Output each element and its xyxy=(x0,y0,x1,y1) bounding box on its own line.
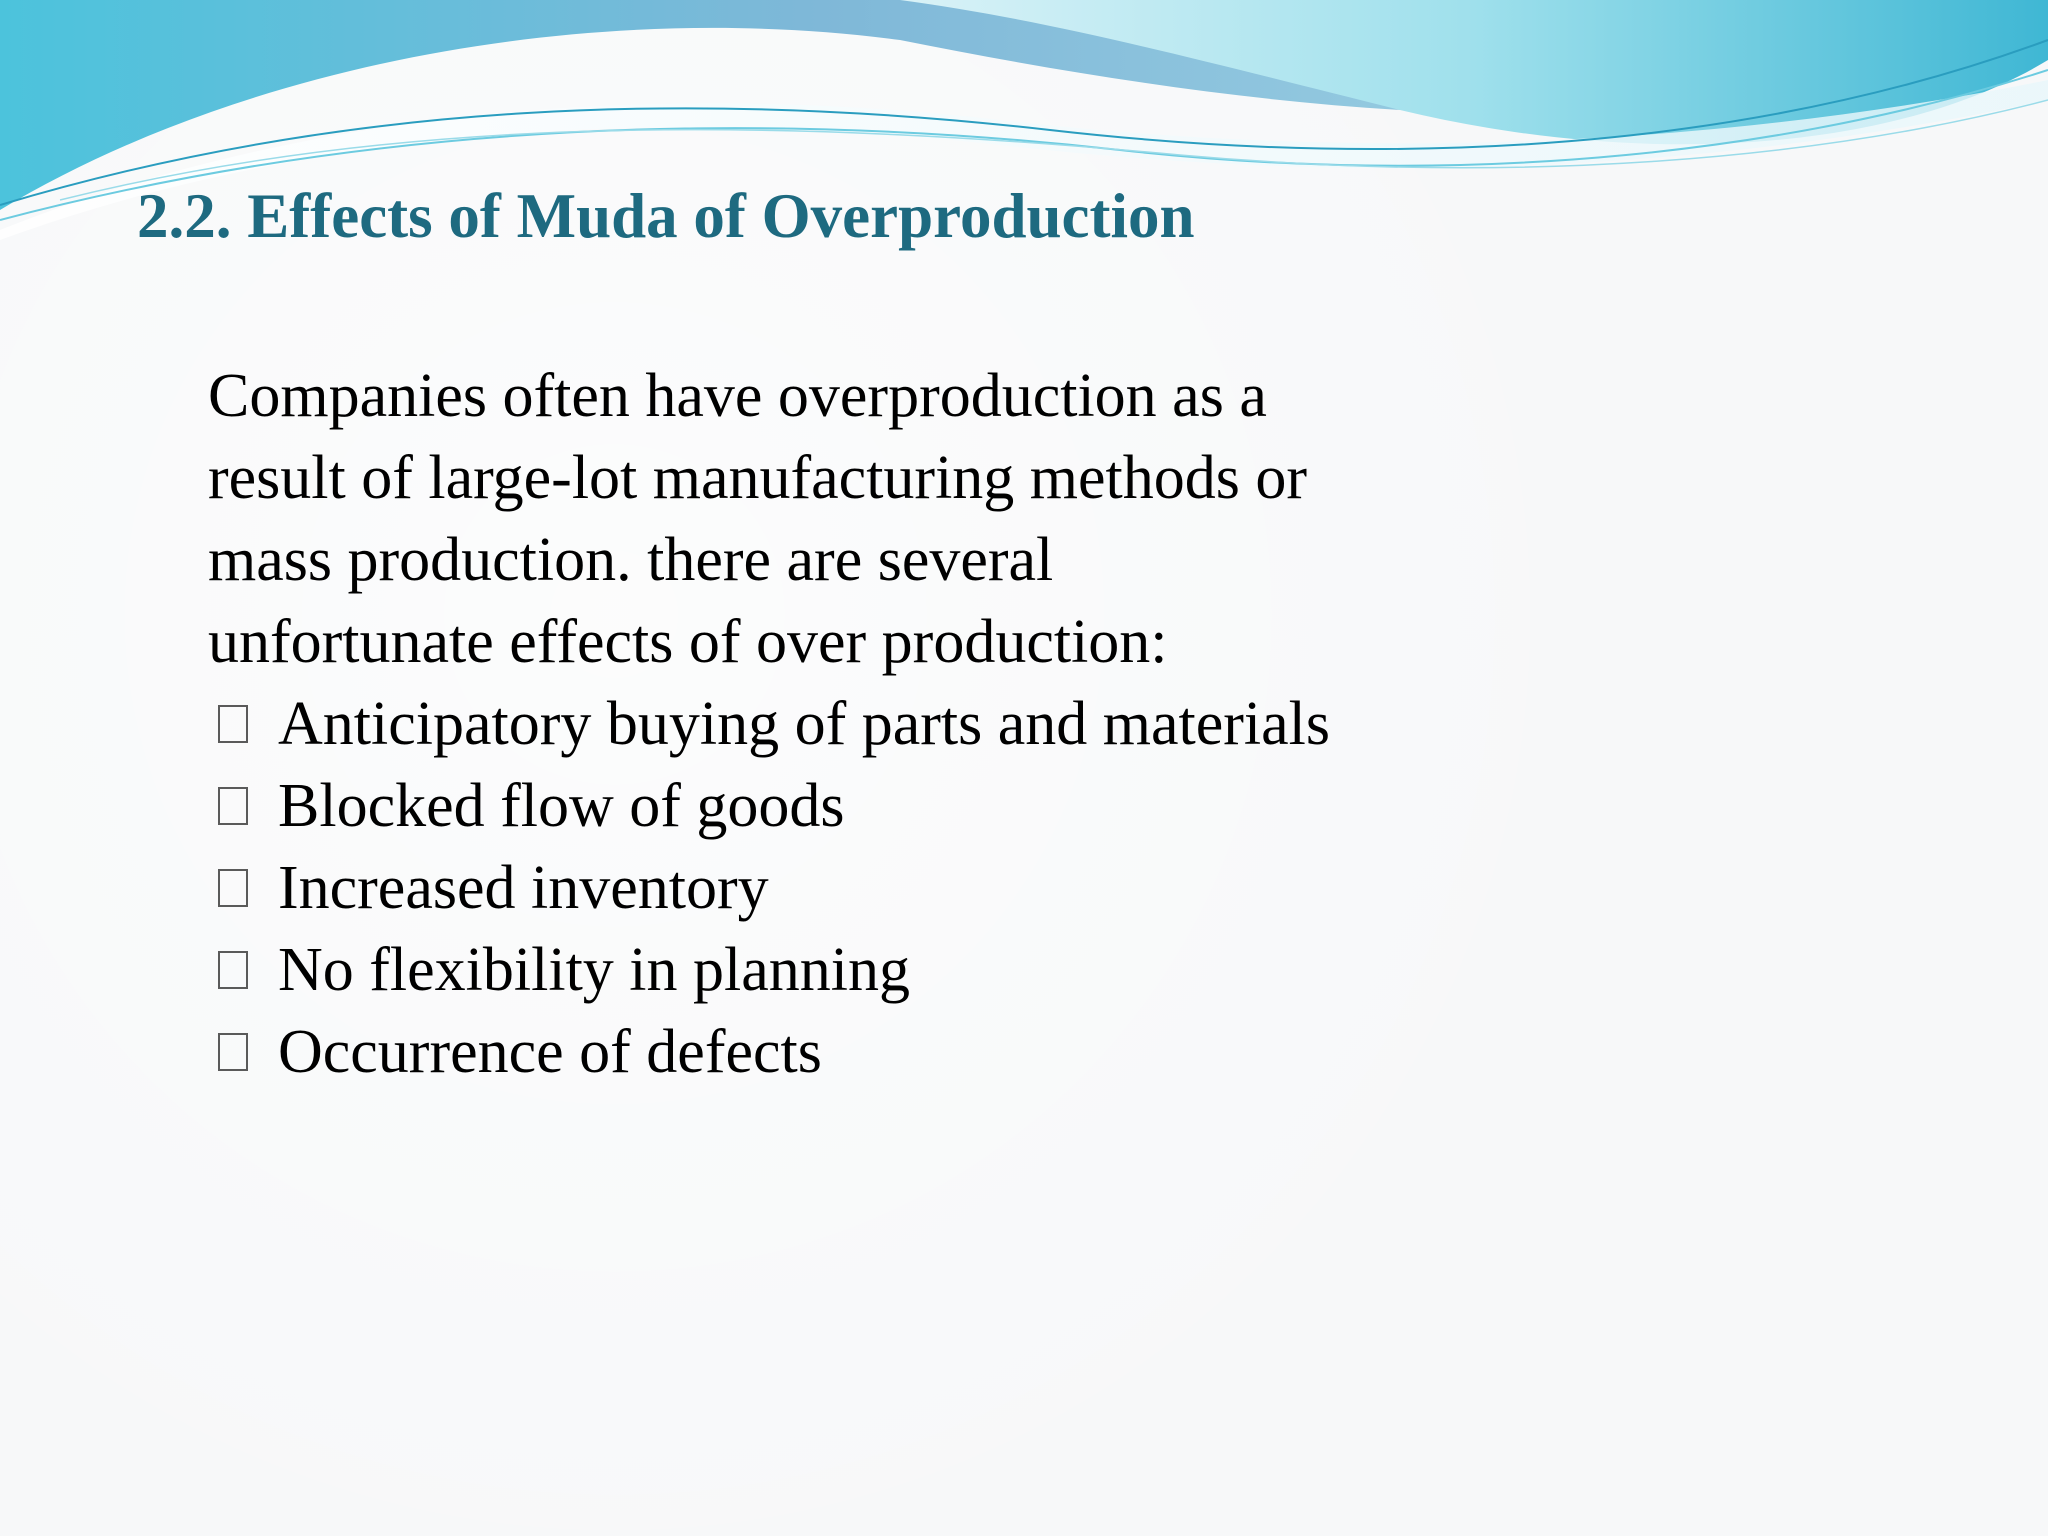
empty-square-bullet-icon xyxy=(218,869,248,907)
bullet-text: Increased inventory xyxy=(278,854,769,922)
empty-square-bullet-icon xyxy=(218,705,248,743)
slide-title: 2.2. Effects of Muda of Overproduction xyxy=(137,181,1195,251)
bullet-text: No flexibility in planning xyxy=(278,936,910,1004)
intro-line: result of large-lot manufacturing methods or xyxy=(208,444,1308,512)
bullet-text: Occurrence of defects xyxy=(278,1018,822,1086)
empty-square-bullet-icon xyxy=(218,787,248,825)
intro-line: unfortunate effects of over production: xyxy=(208,608,1168,676)
effects-bullet-list xyxy=(208,683,1508,1093)
bullet-item xyxy=(208,847,1508,929)
slide-body xyxy=(208,355,1508,1093)
bullet-item xyxy=(208,765,1508,847)
bullet-item xyxy=(208,929,1508,1011)
intro-paragraph xyxy=(208,355,1508,683)
bullet-text: Anticipatory buying of parts and materials xyxy=(278,690,1331,758)
empty-square-bullet-icon xyxy=(218,1033,248,1071)
bullet-text: Blocked flow of goods xyxy=(278,772,845,840)
intro-line: mass production. there are several xyxy=(208,526,1054,594)
bullet-item xyxy=(208,683,1508,765)
intro-line: Companies often have overproduction as a xyxy=(208,362,1267,430)
empty-square-bullet-icon xyxy=(218,951,248,989)
bullet-item xyxy=(208,1011,1508,1093)
